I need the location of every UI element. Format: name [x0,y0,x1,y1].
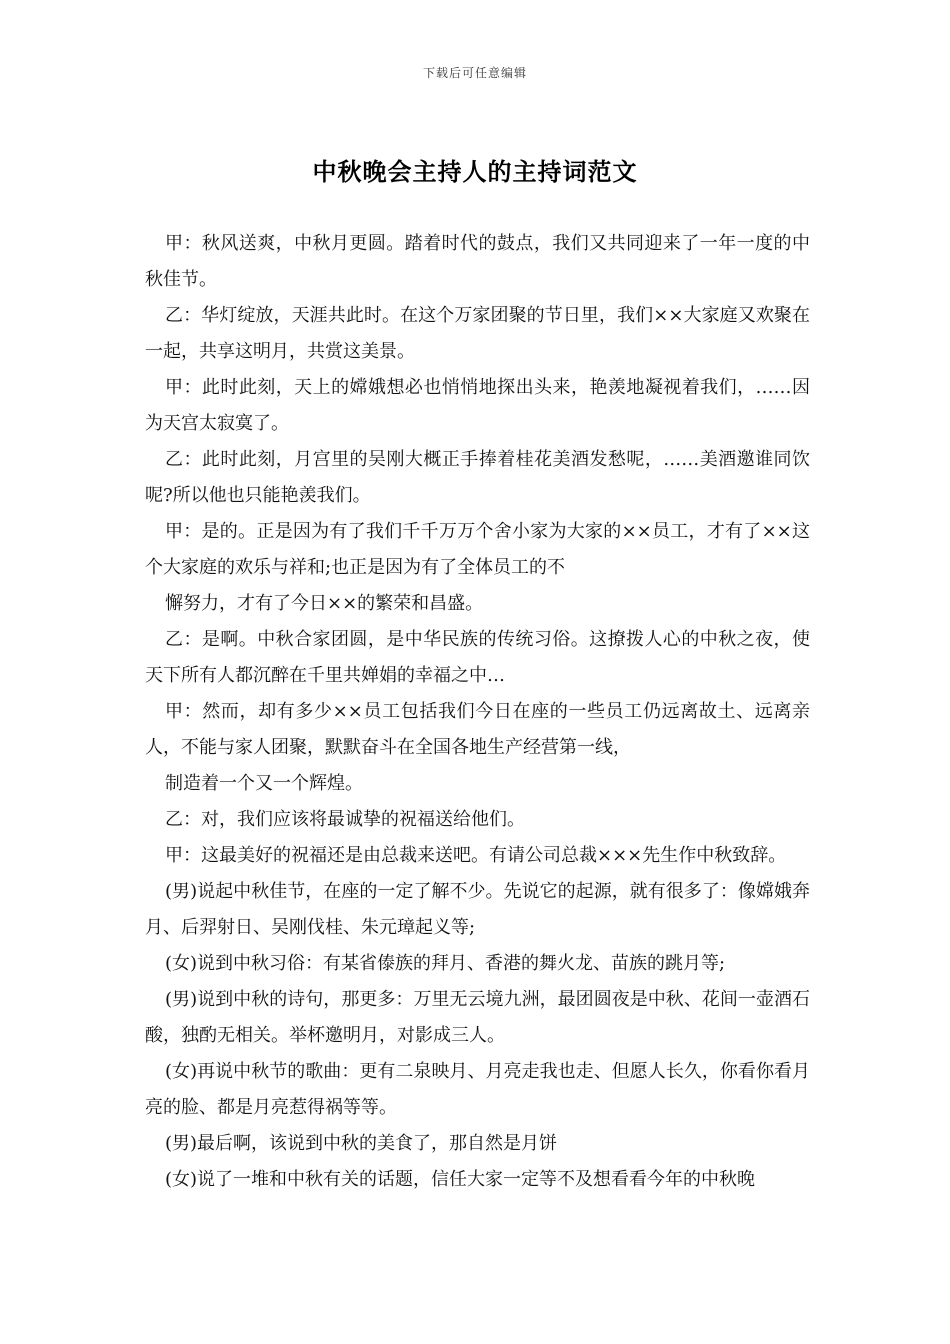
document-title: 中秋晚会主持人的主持词范文 [312,157,638,186]
paragraph: 甲：然而，却有多少××员工包括我们今日在座的一些员工仍远离故土、远离亲人，不能与家人团聚，默默奋斗在全国各地生产经营第一线， [145,701,810,758]
paragraph: 甲：此时此刻，天上的嫦娥想必也悄悄地探出头来，艳羡地凝视着我们，……因为天宫太寂寞了。 [145,377,810,434]
paragraph: 乙：华灯绽放，天涯共此时。在这个万家团聚的节日里，我们××大家庭又欢聚在一起，共享这明月，共赏这美景。 [145,305,810,362]
paragraph: (男)说起中秋佳节，在座的一定了解不少。先说它的起源，就有很多了：像嫦娥奔月、后羿射日、吴刚伐桂、朱元璋起义等; [145,881,810,938]
paragraph: (男)最后啊，该说到中秋的美食了，那自然是月饼 [165,1133,558,1154]
paragraph: (男)说到中秋的诗句，那更多：万里无云境九洲，最团圆夜是中秋、花间一壶酒石酸，独酌无相关。举杯邀明月，对影成三人。 [145,989,810,1046]
document-body [145,226,810,1198]
paragraph: (女)再说中秋节的歌曲：更有二泉映月、月亮走我也走、但愿人长久，你看你看月亮的脸、都是月亮惹得祸等等。 [145,1061,810,1118]
paragraph: 乙：是啊。中秋合家团圆，是中华民族的传统习俗。这撩拨人心的中秋之夜，使天下所有人都沉醉在千里共婵娟的幸福之中… [145,629,810,686]
paragraph: 乙：此时此刻，月宫里的吴刚大概正手捧着桂花美酒发愁呢，……美酒邀谁同饮呢?所以他也只能艳羡我们。 [145,449,810,506]
paragraph: 甲：是的。正是因为有了我们千千万万个舍小家为大家的××员工，才有了××这个大家庭的欢乐与祥和;也正是因为有了全体员工的不 [145,521,810,578]
paragraph: (女)说到中秋习俗：有某省傣族的拜月、香港的舞火龙、苗族的跳月等; [165,953,726,974]
paragraph: (女)说了一堆和中秋有关的话题，信任大家一定等不及想看看今年的中秋晚 [165,1169,756,1190]
paragraph: 懈努力，才有了今日××的繁荣和昌盛。 [165,593,484,614]
paragraph: 甲：秋风送爽，中秋月更圆。踏着时代的鼓点，我们又共同迎来了一年一度的中秋佳节。 [145,233,810,290]
header-note: 下载后可任意编辑 [422,66,527,80]
paragraph: 甲：这最美好的祝福还是由总裁来送吧。有请公司总裁×××先生作中秋致辞。 [165,845,787,866]
paragraph: 制造着一个又一个辉煌。 [165,773,363,794]
paragraph: 乙：对，我们应该将最诚挚的祝福送给他们。 [165,809,525,830]
